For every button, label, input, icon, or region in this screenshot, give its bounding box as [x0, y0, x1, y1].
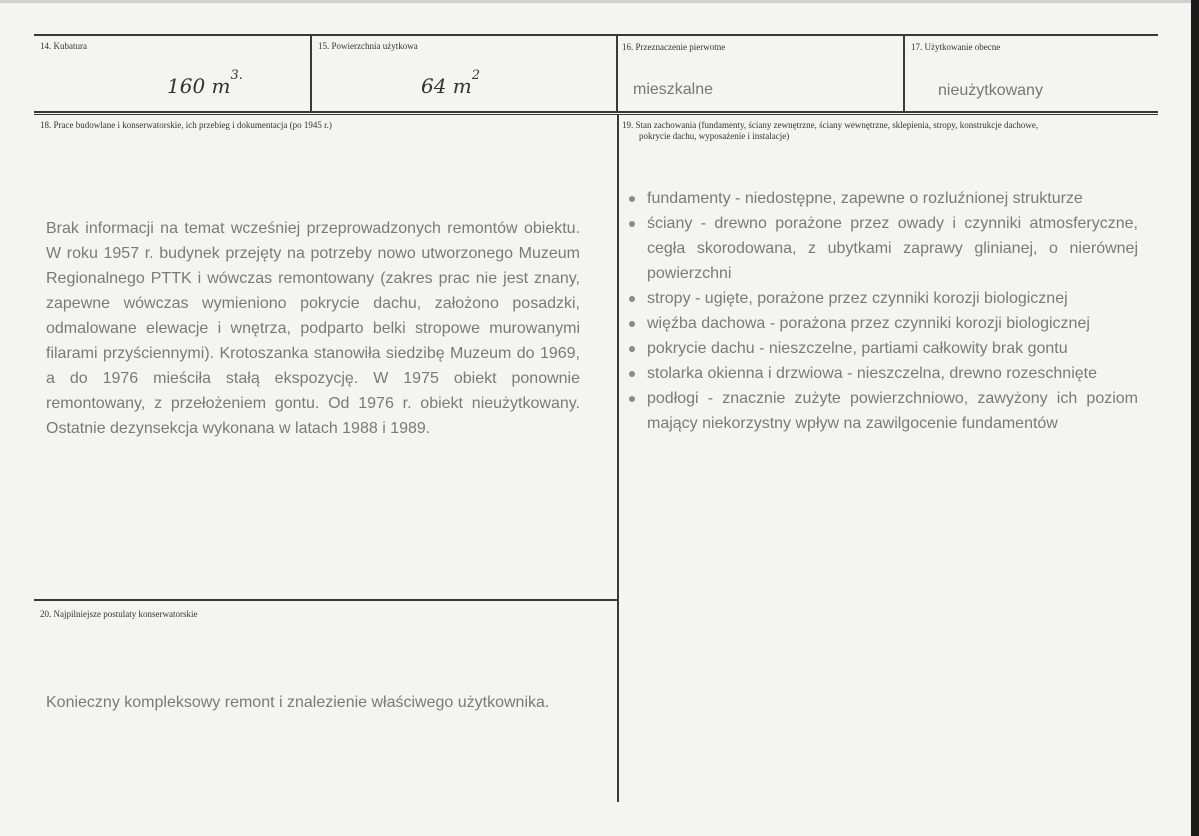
postulaty-label: 20. Najpilniejsze postulaty konserwatorskie: [40, 609, 198, 619]
stan-item-text: podłogi - znacznie zużyte powierzchniowo, zawyżony ich poziom mający niekorzystny wpływ na zawilgocenie fundamentów: [647, 390, 1138, 432]
przeznaczenie-value: mieszkalne: [633, 81, 714, 98]
stan-list: [628, 186, 1138, 436]
stan-item-stolarka: [628, 361, 1138, 386]
stan-label-line1: 19. Stan zachowania (fundamenty, ściany zewnętrzne, ściany wewnętrzne, sklepienia, stropy, konstrukcje dachowe,: [622, 120, 1039, 130]
prace-label: 18. Prace budowlane i konserwatorskie, ich przebieg i dokumentacja (po 1945 r.): [40, 120, 332, 130]
postulaty-text: Konieczny kompleksowy remont i znalezienie właściwego użytkownika.: [46, 694, 550, 711]
stan-item-text: stropy - ugięte, porażone przez czynniki korozji biologicznej: [647, 290, 1068, 307]
stan-item-text: stolarka okienna i drzwiowa - nieszczelna, drewno rozeschnięte: [647, 365, 1097, 382]
stan-item-sciany: [628, 211, 1138, 286]
kubatura-label: 14. Kubatura: [40, 41, 87, 51]
stan-item-fundamenty: [628, 186, 1138, 211]
przeznaczenie-label: 16. Przeznaczenie pierwotne: [622, 42, 726, 52]
rule-section-20-top: [34, 599, 618, 601]
powierzchnia-unit-power: 2: [471, 68, 481, 84]
bullet-icon: [629, 371, 635, 377]
stan-label-line2: pokrycie dachu, wyposażenie i instalacje): [639, 131, 790, 141]
powierzchnia-label: 15. Powierzchnia użytkowa: [318, 41, 418, 51]
bullet-icon: [629, 196, 635, 202]
divider-15-16: [616, 34, 618, 113]
uzytkowanie-value: nieużytkowany: [938, 82, 1043, 99]
bullet-icon: [629, 296, 635, 302]
paper-edge-top: [0, 0, 1199, 3]
bullet-icon: [629, 321, 635, 327]
stan-item-wiezba: [628, 311, 1138, 336]
powierzchnia-number: 64 m: [421, 74, 472, 98]
bullet-icon: [629, 221, 635, 227]
kubatura-value: [167, 68, 243, 98]
rule-top: [34, 34, 1158, 36]
stan-item-stropy: [628, 286, 1138, 311]
bullet-icon: [629, 396, 635, 402]
stan-item-text: ściany - drewno porażone przez owady i czynniki atmosferyczne, cegła skorodowana, z ubytkami zaprawy glinianej, o nierównej powierzchni: [647, 215, 1138, 282]
kubatura-number: 160 m: [167, 74, 231, 98]
stan-item-text: pokrycie dachu - nieszczelne, partiami całkowity brak gontu: [647, 340, 1068, 357]
uzytkowanie-label: 17. Użytkowanie obecne: [911, 42, 1001, 52]
divider-14-15: [310, 34, 312, 113]
rule-row1-bottom: [34, 111, 1158, 113]
prace-text: Brak informacji na temat wcześniej przeprowadzonych remontów obiektu. W roku 1957 r. budynek przejęty na potrzeby nowo utworzonego Muzeum Regionalnego PTTK i wówczas remontowany (zakres prac nie jest znany, zapewne wówczas wymieniono pokrycie dachu, założono posadzki, odmalowane elewacje i wnętrza, podparto belki stropowe murowanymi filarami przyściennymi). Krotoszanka stanowiła siedzibę Muzeum do 1969, a do 1976 mieściła stałą ekspozycję. W 1975 obiekt ponownie remontowany, z przełożeniem gontu. Od 1976 r. obiekt nieużytkowany. Ostatnie dezynsekcja wykonana w latach 1988 i 1989.: [46, 220, 580, 437]
scan-edge-right: [1191, 0, 1199, 836]
bullet-icon: [629, 346, 635, 352]
stan-item-podlogi: [628, 386, 1138, 436]
stan-item-text: więźba dachowa - porażona przez czynniki korozji biologicznej: [647, 315, 1090, 332]
kubatura-unit-power: 3.: [230, 68, 243, 84]
stan-item-text: fundamenty - niedostępne, zapewne o rozluźnionej strukturze: [647, 190, 1083, 207]
rule-row2-top: [34, 114, 1158, 115]
powierzchnia-value: [421, 68, 481, 98]
divider-16-17: [903, 34, 905, 113]
divider-18-19: [617, 114, 619, 802]
stan-item-pokrycie: [628, 336, 1138, 361]
